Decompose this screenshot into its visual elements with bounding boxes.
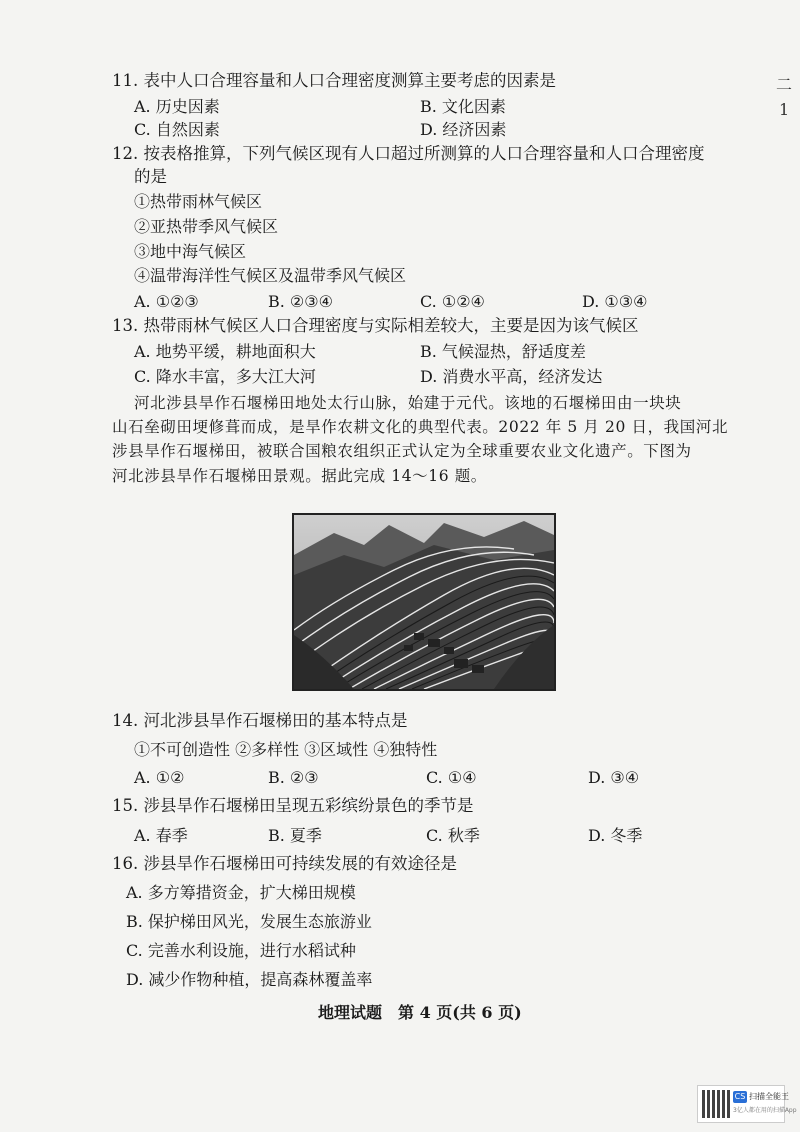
passage-line-2: 山石垒砌田埂修葺而成，是旱作农耕文化的典型代表。2022 年 5 月 20 日，我国河北 bbox=[112, 418, 729, 436]
q12-item-4: ④温带海洋性气候区及温带季风气候区 bbox=[134, 266, 407, 285]
q11-stem: 11. 表中人口合理容量和人口合理密度测算主要考虑的因素是 bbox=[112, 71, 556, 90]
q12-item-2: ②亚热带季风气候区 bbox=[134, 217, 279, 236]
q16-option-b: B. 保护梯田风光，发展生态旅游业 bbox=[126, 912, 372, 931]
scanner-watermark bbox=[697, 1085, 797, 1123]
q12-stem-line2: 的是 bbox=[134, 167, 167, 186]
q12-option-d: D. ①③④ bbox=[582, 292, 648, 311]
q14-stem: 14. 河北涉县旱作石堰梯田的基本特点是 bbox=[112, 711, 408, 730]
qr-code-icon bbox=[702, 1090, 730, 1118]
q16-option-c: C. 完善水利设施，进行水稻试种 bbox=[126, 941, 356, 960]
q11-option-c: C. 自然因素 bbox=[134, 120, 220, 139]
q14-option-c: C. ①④ bbox=[426, 768, 477, 787]
q16-option-a: A. 多方筹措资金，扩大梯田规模 bbox=[126, 883, 356, 902]
q14-option-d: D. ③④ bbox=[588, 768, 640, 787]
terraced-fields-photo bbox=[292, 513, 556, 691]
q12-option-c: C. ①②④ bbox=[420, 292, 485, 311]
q15-stem: 15. 涉县旱作石堰梯田呈现五彩缤纷景色的季节是 bbox=[112, 796, 474, 815]
q16-stem: 16. 涉县旱作石堰梯田可持续发展的有效途径是 bbox=[112, 854, 457, 873]
q15-option-a: A. 春季 bbox=[134, 826, 188, 845]
page-footer: 地理试题 第 4 页(共 6 页) bbox=[318, 1003, 522, 1022]
edge-mark-top: 二 bbox=[776, 75, 793, 94]
q14-items: ①不可创造性 ②多样性 ③区域性 ④独特性 bbox=[134, 740, 438, 759]
q14-option-b: B. ②③ bbox=[268, 768, 319, 787]
q15-option-d: D. 冬季 bbox=[588, 826, 643, 845]
q16-option-d: D. 减少作物种植，提高森林覆盖率 bbox=[126, 970, 373, 989]
terrace-landscape-illustration bbox=[294, 515, 554, 689]
q15-option-c: C. 秋季 bbox=[426, 826, 480, 845]
q12-item-1: ①热带雨林气候区 bbox=[134, 192, 263, 211]
q13-option-a: A. 地势平缓，耕地面积大 bbox=[134, 342, 316, 361]
q15-option-b: B. 夏季 bbox=[268, 826, 322, 845]
q13-option-c: C. 降水丰富，多大江大河 bbox=[134, 367, 316, 386]
q12-option-b: B. ②③④ bbox=[268, 292, 333, 311]
edge-mark-bottom: 1 bbox=[779, 100, 790, 119]
q12-option-a: A. ①②③ bbox=[134, 292, 199, 311]
q13-option-b: B. 气候湿热，舒适度差 bbox=[420, 342, 586, 361]
q11-option-d: D. 经济因素 bbox=[420, 120, 507, 139]
passage-line-1: 河北涉县旱作石堰梯田地处太行山脉，始建于元代。该地的石堰梯田由一块块 bbox=[134, 394, 682, 412]
q12-item-3: ③地中海气候区 bbox=[134, 242, 247, 261]
q13-stem: 13. 热带雨林气候区人口合理密度与实际相差较大，主要是因为该气候区 bbox=[112, 316, 639, 335]
q11-option-b: B. 文化因素 bbox=[420, 97, 506, 116]
q12-stem-line1: 12. 按表格推算，下列气候区现有人口超过所测算的人口合理容量和人口合理密度 bbox=[112, 144, 705, 163]
passage-line-4: 河北涉县旱作石堰梯田景观。据此完成 14～16 题。 bbox=[112, 467, 487, 485]
q11-option-a: A. 历史因素 bbox=[134, 97, 220, 116]
q14-option-a: A. ①② bbox=[134, 768, 185, 787]
app-logo-icon: CS bbox=[734, 1092, 746, 1101]
app-name: 扫描全能王 bbox=[749, 1092, 789, 1101]
q13-option-d: D. 消费水平高，经济发达 bbox=[420, 367, 603, 386]
passage-line-3: 涉县旱作石堰梯田，被联合国粮农组织正式认定为全球重要农业文化遗产。下图为 bbox=[112, 442, 692, 460]
app-slogan: 3亿人都在用的扫描App bbox=[733, 1107, 797, 1114]
